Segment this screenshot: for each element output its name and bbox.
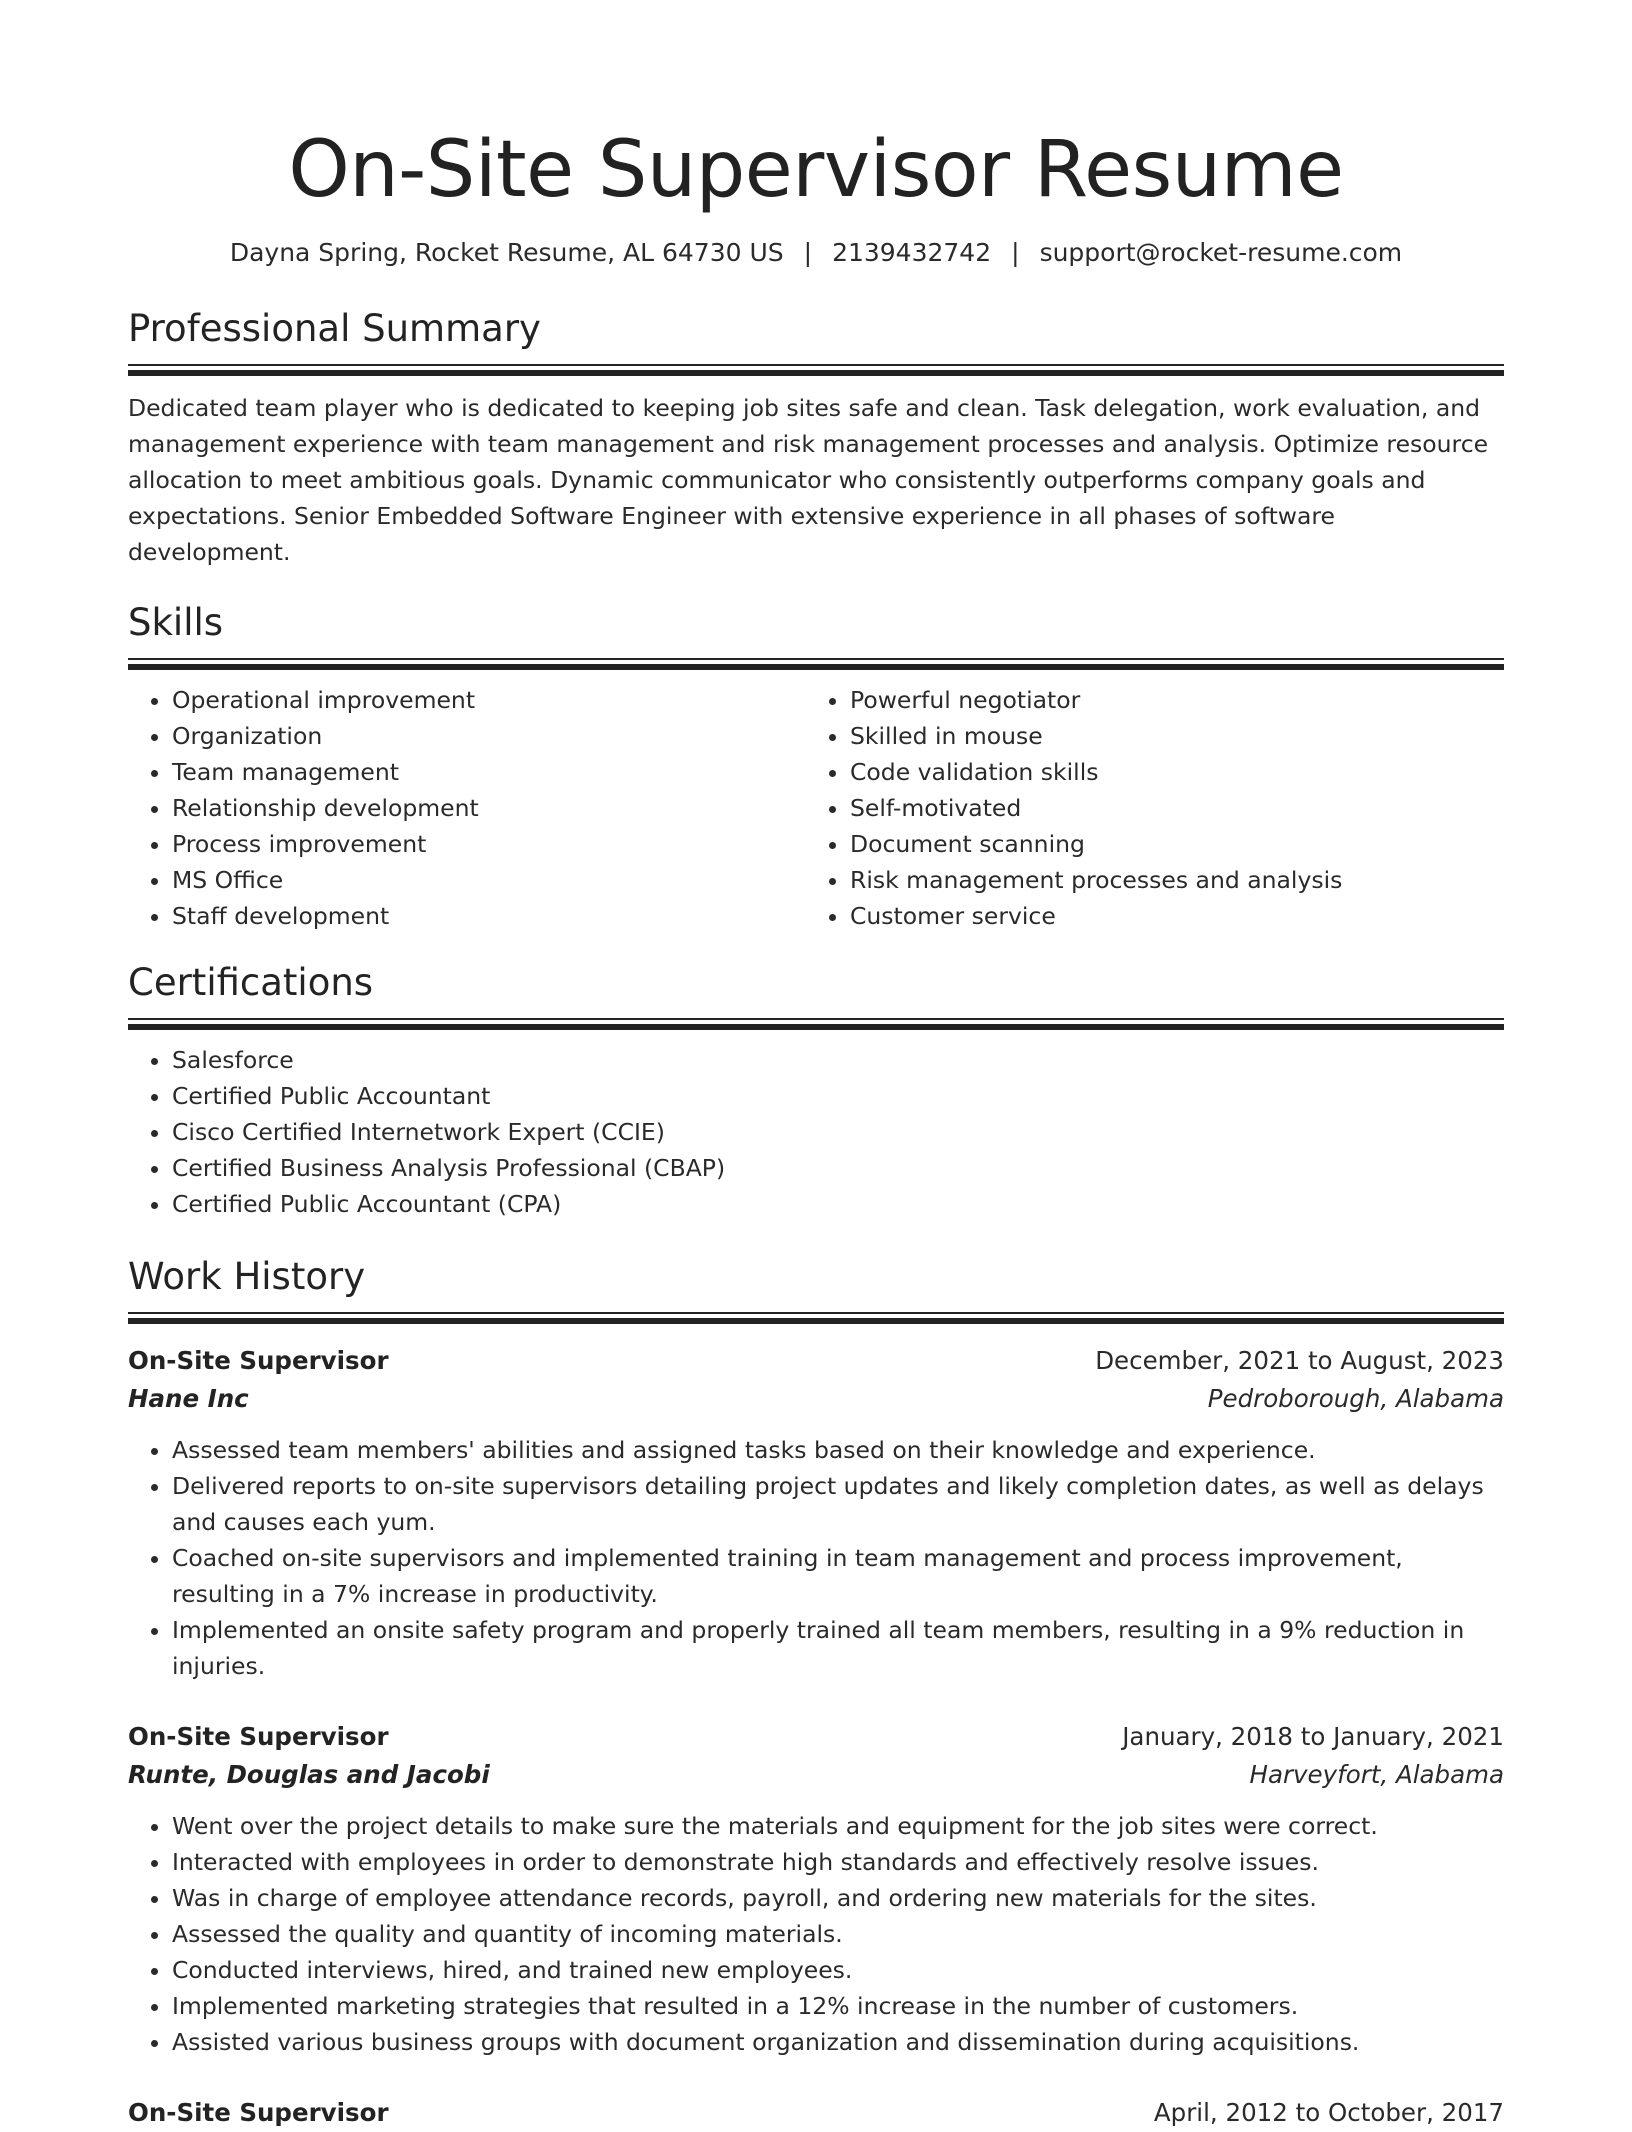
skills-list-right — [806, 682, 1490, 934]
skill-item: • Operational improvement — [172, 682, 806, 718]
certifications-list — [128, 1042, 1504, 1222]
work-history-heading: Work History — [128, 1255, 366, 1298]
job-title: On-Site Supervisor — [128, 2098, 389, 2127]
job-bullet: • Interacted with employees in order to demonstrate high standards and effectively resolve issues. — [172, 1844, 1504, 1880]
section-divider — [128, 658, 1504, 670]
summary-text: Dedicated team player who is dedicated to keeping job sites safe and clean. Task delegation, work evaluation, and management experience with team management and risk management processes and analysis. Optimize resource allocation to meet ambitious goals. Dynamic communicator who consistently outperforms company goals and expectations. Senior Embedded Software Engineer with extensive experience in all phases of software development. — [128, 394, 1489, 566]
skill-item: • Risk management processes and analysis — [850, 862, 1490, 898]
job-title: On-Site Supervisor — [128, 1346, 389, 1375]
job-bullet: • Delivered reports to on-site supervisors detailing project updates and likely completion dates, as well as delays and causes each yum. — [172, 1468, 1504, 1540]
contact-email: support@rocket-resume.com — [1039, 238, 1403, 267]
skill-item: • MS Office — [172, 862, 806, 898]
skills-list-left — [128, 682, 806, 934]
certifications-heading: Certifications — [128, 961, 374, 1004]
job-bullet: • Was in charge of employee attendance records, payroll, and ordering new materials for the sites. — [172, 1880, 1504, 1916]
contact-phone: 2139432742 — [832, 238, 992, 267]
skill-item: • Powerful negotiator — [850, 682, 1490, 718]
section-divider — [128, 1018, 1504, 1030]
skill-item: • Organization — [172, 718, 806, 754]
job-bullets — [128, 1432, 1504, 1684]
section-divider — [128, 364, 1504, 376]
job-location: Pedroborough, Alabama — [1207, 1384, 1504, 1413]
skills-grid — [128, 670, 1504, 934]
skill-item: • Customer service — [850, 898, 1490, 934]
job-entry — [128, 2094, 1504, 2132]
summary-section — [128, 306, 1504, 570]
job-bullet: • Assessed the quality and quantity of incoming materials. — [172, 1916, 1504, 1952]
job-dates: December, 2021 to August, 2023 — [1095, 1346, 1504, 1375]
job-bullet: • Assisted various business groups with document organization and dissemination during acquisitions. — [172, 2024, 1504, 2060]
skill-item: • Skilled in mouse — [850, 718, 1490, 754]
skill-item: • Process improvement — [172, 826, 806, 862]
work-history-section — [128, 1254, 1504, 2132]
contact-separator: | — [803, 238, 813, 267]
section-divider — [128, 1312, 1504, 1324]
skill-item: • Self-motivated — [850, 790, 1490, 826]
job-location: Harveyfort, Alabama — [1249, 1760, 1504, 1789]
job-dates: January, 2018 to January, 2021 — [1122, 1722, 1504, 1751]
certification-item: • Certified Business Analysis Professional (CBAP) — [172, 1150, 1504, 1186]
skill-item: • Relationship development — [172, 790, 806, 826]
skill-item: • Code validation skills — [850, 754, 1490, 790]
skill-item: • Team management — [172, 754, 806, 790]
job-entry — [128, 1342, 1504, 1684]
skills-heading: Skills — [128, 601, 224, 644]
resume-title: On-Site Supervisor Resume — [288, 125, 1344, 215]
skill-item: • Document scanning — [850, 826, 1490, 862]
job-entry — [128, 1718, 1504, 2060]
contact-address: Dayna Spring, Rocket Resume, AL 64730 US — [229, 238, 784, 267]
job-company: Hane Inc — [128, 1384, 249, 1413]
job-bullet: • Went over the project details to make sure the materials and equipment for the job sites were correct. — [172, 1808, 1504, 1844]
job-title: On-Site Supervisor — [128, 1722, 389, 1751]
certification-item: • Cisco Certified Internetwork Expert (CCIE) — [172, 1114, 1504, 1150]
job-header — [128, 1718, 1504, 1756]
contact-line — [128, 236, 1504, 270]
job-subheader — [128, 1756, 1504, 1794]
job-bullet: • Assessed team members' abilities and assigned tasks based on their knowledge and experience. — [172, 1432, 1504, 1468]
job-dates: April, 2012 to October, 2017 — [1153, 2098, 1504, 2127]
job-company: Runte, Douglas and Jacobi — [128, 1760, 490, 1789]
certifications-section — [128, 960, 1504, 1222]
job-bullets — [128, 1808, 1504, 2060]
resume-page — [128, 0, 1504, 2132]
job-bullet: • Implemented an onsite safety program and properly trained all team members, resulting in a 9% reduction in injuries. — [172, 1612, 1504, 1684]
skill-item: • Staff development — [172, 898, 806, 934]
skills-section — [128, 600, 1504, 934]
job-bullet: • Coached on-site supervisors and implemented training in team management and process improvement, resulting in a 7% increase in productivity. — [172, 1540, 1504, 1612]
contact-separator: | — [1011, 238, 1020, 267]
certification-item: • Salesforce — [172, 1042, 1504, 1078]
job-bullet: • Conducted interviews, hired, and trained new employees. — [172, 1952, 1504, 1988]
certification-item: • Certified Public Accountant (CPA) — [172, 1186, 1504, 1222]
certification-item: • Certified Public Accountant — [172, 1078, 1504, 1114]
job-header — [128, 1342, 1504, 1380]
job-subheader — [128, 1380, 1504, 1418]
summary-heading: Professional Summary — [128, 307, 541, 350]
job-header — [128, 2094, 1504, 2132]
job-bullet: • Implemented marketing strategies that resulted in a 12% increase in the number of customers. — [172, 1988, 1504, 2024]
